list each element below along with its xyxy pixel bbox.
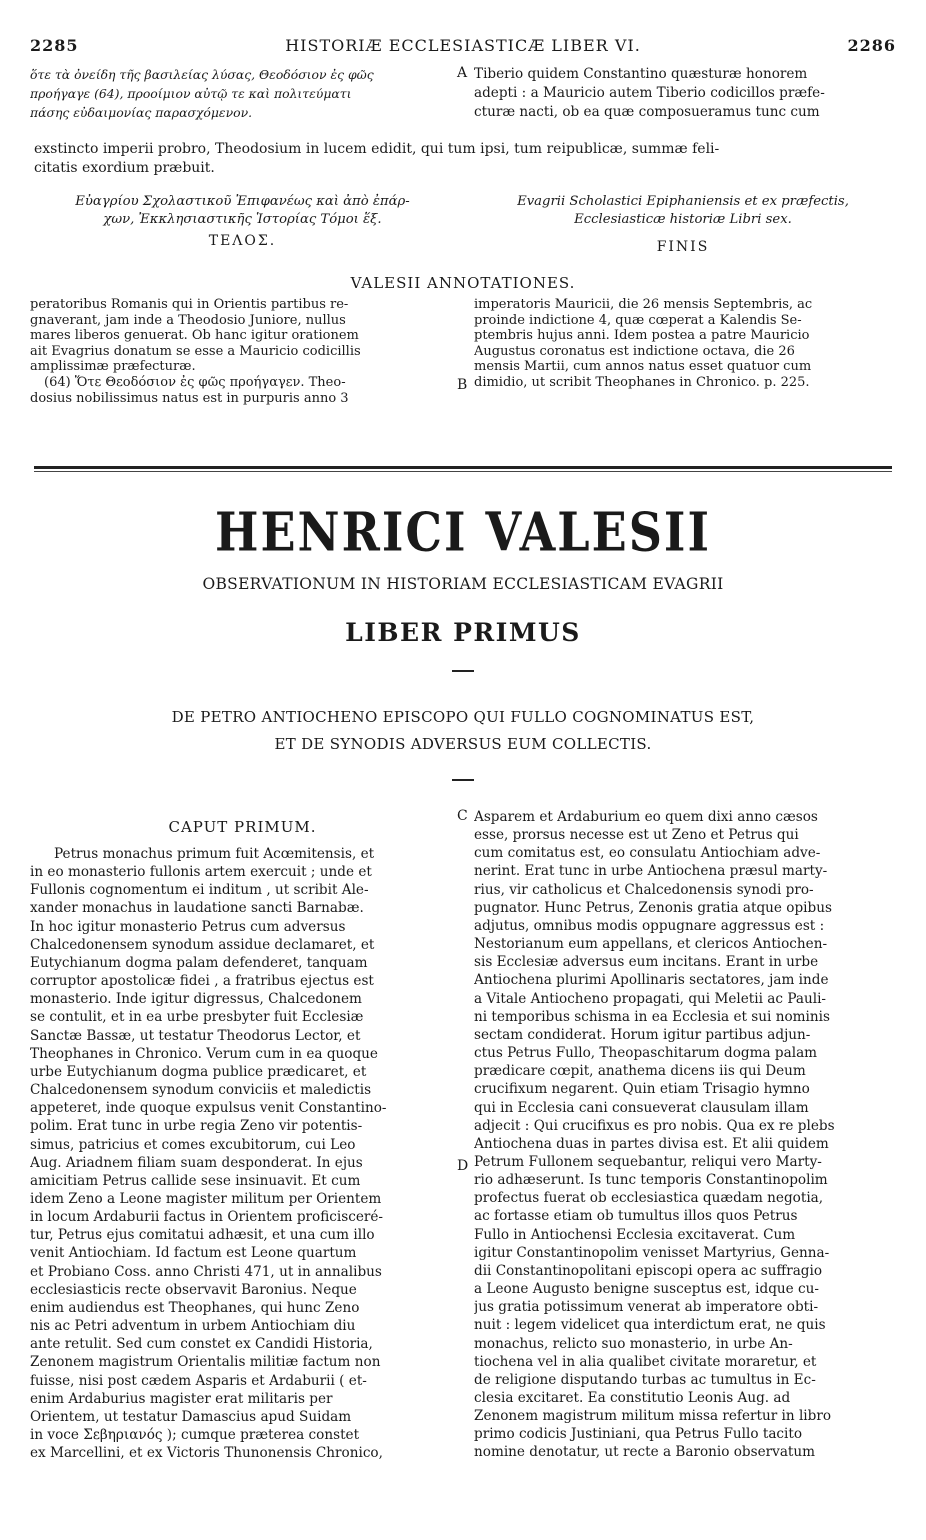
- body-line: Petrum Fullonem sequebantur, reliqui vero Marty-: [474, 1153, 822, 1170]
- section-rule-thick: [34, 466, 892, 469]
- body-line: Antiochena plurimi Apollinaris sectatores, jam inde: [474, 972, 829, 989]
- latin-line: citatis exordium præbuit.: [34, 160, 215, 176]
- body-line: rio adhæserunt. Is tunc temporis Constantinopolim: [474, 1172, 828, 1189]
- body-line: jus gratia potissimum venerat ab imperatore obti-: [474, 1299, 819, 1316]
- work-title: OBSERVATIONUM IN HISTORIAM ECCLESIASTICAM EVAGRII: [202, 575, 724, 593]
- annotations-left: [30, 297, 455, 406]
- body-line: sis Ecclesiæ adversus eum incitans. Erant in urbe: [474, 954, 819, 971]
- body-line: in locum Ardaburii factus in Orientem proficisceré-: [30, 1209, 384, 1226]
- margin-letter-c: C: [457, 808, 468, 824]
- latin-translation-block: [474, 65, 892, 122]
- body-line: ctus Petrus Fullo, Theopaschitarum dogma palam: [474, 1045, 818, 1062]
- margin-letter-a: A: [457, 65, 468, 81]
- latin-line: exstincto imperii probro, Theodosium in lucem edidit, qui tum ipsi, tum reipublicæ, summæ feli-: [34, 141, 720, 157]
- greek-line: ὅτε τὰ ὀνείδη τῆς βασιλείας λύσας, Θεοδόσιον ἐς φῶς: [30, 67, 374, 82]
- latin-line: cturæ nacti, ob ea quæ composueramus tunc cum: [474, 104, 820, 120]
- body-line: pugnator. Hunc Petrus, Zenonis gratia atque opibus: [474, 899, 832, 916]
- annotation-line: dosius nobilissimus natus est in purpuris anno 3: [30, 390, 349, 406]
- greek-colophon: [30, 193, 455, 228]
- body-line: monasterio. Inde igitur digressus, Chalcedonem: [30, 991, 362, 1008]
- greek-text-block: [30, 65, 455, 122]
- latin-line: Tiberio quidem Constantino quæsturæ honorem: [474, 66, 808, 82]
- telos-label: ΤΕΛΟΣ.: [208, 233, 277, 249]
- body-line: ante retulit. Sed cum constet ex Candidi Historia,: [30, 1336, 373, 1353]
- body-line: Aug. Ariadnem filiam suam desponderat. In ejus: [30, 1154, 363, 1171]
- body-line: monachus, relicto suo monasterio, in urbe An-: [474, 1335, 793, 1352]
- greek-line: προήγαγε (64), προοίμιον αὐτῷ τε καὶ πολιτεύματι: [30, 86, 352, 101]
- body-line: Petrus monachus primum fuit Acœmitensis, et: [54, 846, 375, 862]
- body-line: ni temporibus schisma in ea Ecclesia et sui nominis: [474, 1008, 830, 1025]
- body-line: fuisse, nisi post cædem Asparis et Ardaburii ( et-: [30, 1372, 367, 1389]
- page-number-left: 2285: [30, 36, 79, 55]
- body-line: prædicare cœpit, anathema dicens iis qui Deum: [474, 1063, 806, 1080]
- body-line: Chalcedonensem synodum conviciis et maledictis: [30, 1082, 372, 1099]
- chapter-right-column: [474, 808, 892, 1462]
- greek-line: πάσης εὐδαιμονίας παρασχόμενον.: [30, 105, 253, 120]
- body-line: nis ac Petri adventum in urbem Antiochiam diu: [30, 1318, 356, 1335]
- body-line: Asparem et Ardaburium eo quem dixi anno cæsos: [474, 809, 818, 825]
- body-line: tiochena vel in alia qualibet civitate moraretur, et: [474, 1353, 817, 1370]
- body-line: appeteret, inde quoque expulsus venit Constantino-: [30, 1100, 387, 1117]
- body-line: Fullonis cognomentum ei inditum , ut scribit Ale-: [30, 882, 369, 899]
- body-line: ac fortasse etiam ob tumultus illos quos Petrus: [474, 1208, 798, 1225]
- body-line: Fullo in Antiochensi Ecclesia excitaverat. Cum: [474, 1226, 796, 1243]
- body-line: amicitiam Petrus callide sese insinuavit. Et cum: [30, 1172, 361, 1189]
- body-line: idem Zeno a Leone magister militum per Orientem: [30, 1190, 382, 1207]
- running-title: HISTORIÆ ECCLESIASTICÆ LIBER VI.: [285, 36, 641, 55]
- section-rule-thin: [34, 471, 892, 472]
- margin-letter-b: B: [457, 377, 468, 393]
- body-line: nomine denotatur, ut recte a Baronio observatum: [474, 1444, 816, 1461]
- body-line: Chalcedonensem synodum assidue declamaret, et: [30, 936, 375, 953]
- body-line: adjecit : Qui crucifixus es pro nobis. Qua ex re plebs: [474, 1117, 835, 1134]
- body-line: corruptor apostolicæ fidei , a fratribus ejectus est: [30, 973, 374, 990]
- annotations-right: [474, 297, 892, 391]
- body-line: et Probiano Coss. anno Christi 471, ut in annalibus: [30, 1263, 382, 1280]
- body-line: in eo monasterio fullonis artem exercuit ; unde et: [30, 864, 372, 881]
- body-line: In hoc igitur monasterio Petrus cum adversus: [30, 918, 346, 935]
- annotation-line: dimidio, ut scribit Theophanes in Chronico. p. 225.: [474, 374, 810, 390]
- body-line: rius, vir catholicus et Chalcedonensis synodi pro-: [474, 881, 814, 898]
- body-line: dii Constantinopolitani episcopi opera ac suffragio: [474, 1262, 823, 1279]
- latin-full-width-block: [34, 140, 892, 178]
- running-header: [30, 36, 896, 58]
- greek-colophon-line: χων, Ἐκκλησιαστικῆς Ἱστορίας Τόμοι ἕξ.: [103, 211, 382, 227]
- body-line: profectus fuerat ob ecclesiastica quædam negotia,: [474, 1190, 824, 1207]
- body-line: qui in Ecclesia cani consueverat clausulam illam: [474, 1099, 809, 1116]
- body-line: nuit : legem videlicet qua interdictum erat, ne quis: [474, 1317, 826, 1334]
- body-line: in voce Σεβηριανός ); cumque præterea constet: [30, 1427, 360, 1443]
- body-line: igitur Constantinopolim venisset Martyrius, Genna-: [474, 1244, 830, 1261]
- annotation-line: imperatoris Mauricii, die 26 mensis Septembris, ac: [474, 297, 813, 312]
- body-line: urbe Eutychianum dogma publice prædicaret, et: [30, 1063, 367, 1080]
- page-number-right: 2286: [847, 36, 896, 55]
- title-dash: [452, 670, 474, 672]
- annotation-line: Augustus coronatus est indictione octava, die 26: [474, 343, 795, 359]
- body-line: venit Antiochiam. Id factum est Leone quartum: [30, 1245, 357, 1262]
- book-title: LIBER PRIMUS: [345, 618, 581, 647]
- body-line: a Leone Augusto benigne susceptus est, idque cu-: [474, 1281, 819, 1298]
- chapter-left-column: [30, 845, 455, 1462]
- body-line: Zenonem magistrum militum missa refertur in libro: [474, 1408, 832, 1425]
- body-line: xander monachus in laudatione sancti Barnabæ.: [30, 900, 364, 917]
- body-line: polim. Erat tunc in urbe regia Zeno vir potentis-: [30, 1118, 363, 1135]
- annotation-line: (64) Ὅτε Θεοδόσιον ἐς φῶς προήγαγεν. Theo-: [44, 374, 346, 390]
- body-line: clesia excitaret. Ea constitutio Leonis Aug. ad: [474, 1390, 791, 1406]
- body-line: enim audiendus est Theophanes, qui hunc Zeno: [30, 1299, 360, 1316]
- margin-letter-d: D: [457, 1158, 469, 1174]
- body-line: Sanctæ Bassæ, ut testatur Theodorus Lector, et: [30, 1027, 361, 1044]
- author-title: HENRICI VALESII: [215, 500, 711, 564]
- body-line: Nestorianum eum appellans, et clericos Antiochen-: [474, 936, 828, 953]
- body-line: Zenonem magistrum Orientalis militiæ factum non: [30, 1354, 381, 1371]
- body-line: simus, patricius et comes excubitorum, cui Leo: [30, 1136, 356, 1153]
- subject-title-line: ET DE SYNODIS ADVERSUS EUM COLLECTIS.: [274, 735, 652, 753]
- latin-colophon-line: Ecclesiasticæ historiæ Libri sex.: [574, 211, 792, 227]
- body-line: primo codicis Justiniani, qua Petrus Fullo tacito: [474, 1426, 803, 1443]
- body-line: crucifixum negarent. Quin etiam Trisagio hymno: [474, 1081, 810, 1098]
- body-line: cum comitatus est, eo consulatu Antiochiam adve-: [474, 845, 821, 862]
- body-line: a Vitale Antiocheno propagati, qui Meletii ac Pauli-: [474, 990, 827, 1007]
- annotation-line: ptembris hujus anni. Idem postea a patre Mauricio: [474, 328, 810, 344]
- latin-line: adepti : a Mauricio autem Tiberio codicillos præfe-: [474, 85, 825, 101]
- chapter-heading: CAPUT PRIMUM.: [168, 818, 317, 836]
- body-line: esse, prorsus necesse est ut Zeno et Petrus qui: [474, 827, 799, 844]
- body-line: adjutus, omnibus modis oppugnare aggressus est :: [474, 917, 825, 934]
- body-line: Antiochena duas in partes divisa est. Et alii quidem: [474, 1135, 829, 1152]
- annotation-line: mensis Martii, cum annos natus esset quatuor cum: [474, 359, 812, 375]
- body-line: ex Marcellini, et ex Victoris Thunonensis Chronico,: [30, 1445, 383, 1462]
- annotations-heading: VALESII ANNOTATIONES.: [350, 274, 576, 292]
- annotation-line: ait Evagrius donatum se esse a Mauricio codicillis: [30, 343, 361, 359]
- body-line: de religione disputando turbas ac tumultus in Ec-: [474, 1371, 816, 1388]
- annotation-line: amplissimæ præfecturæ.: [30, 359, 196, 375]
- body-line: tur, Petrus ejus comitatui adhæsit, et una cum illo: [30, 1227, 375, 1244]
- latin-colophon: [474, 193, 892, 228]
- annotation-line: proinde indictione 4, quæ cœperat a Kalendis Se-: [474, 312, 802, 328]
- annotation-line: peratoribus Romanis qui in Orientis partibus re-: [30, 297, 349, 312]
- body-line: Theophanes in Chronico. Verum cum in ea quoque: [30, 1045, 378, 1062]
- body-line: se contulit, et in ea urbe presbyter fuit Ecclesiæ: [30, 1009, 364, 1026]
- body-line: Orientem, ut testatur Damascius apud Suidam: [30, 1408, 352, 1425]
- greek-colophon-line: Εὐαγρίου Σχολαστικοῦ Ἐπιφανέως καὶ ἀπὸ ἐπάρ-: [75, 194, 410, 209]
- body-line: ecclesiasticis recte observavit Baronius. Neque: [30, 1281, 357, 1298]
- title-dash: [452, 779, 474, 781]
- body-line: enim Ardaburius magister erat militaris per: [30, 1390, 333, 1407]
- latin-colophon-line: Evagrii Scholastici Epiphaniensis et ex præfectis,: [517, 194, 849, 209]
- annotation-line: mares liberos genuerat. Ob hanc igitur orationem: [30, 328, 359, 344]
- subject-title-line: DE PETRO ANTIOCHENO EPISCOPO QUI FULLO COGNOMINATUS EST,: [171, 708, 755, 726]
- body-line: nerint. Erat tunc in urbe Antiochena præsul marty-: [474, 863, 828, 880]
- finis-label: FINIS: [656, 239, 710, 255]
- annotation-line: gnaverant, jam inde a Theodosio Juniore, nullus: [30, 312, 346, 328]
- body-line: sectam condiderat. Horum igitur partibus adjun-: [474, 1026, 811, 1043]
- body-line: Eutychianum dogma palam defenderet, tanquam: [30, 954, 368, 971]
